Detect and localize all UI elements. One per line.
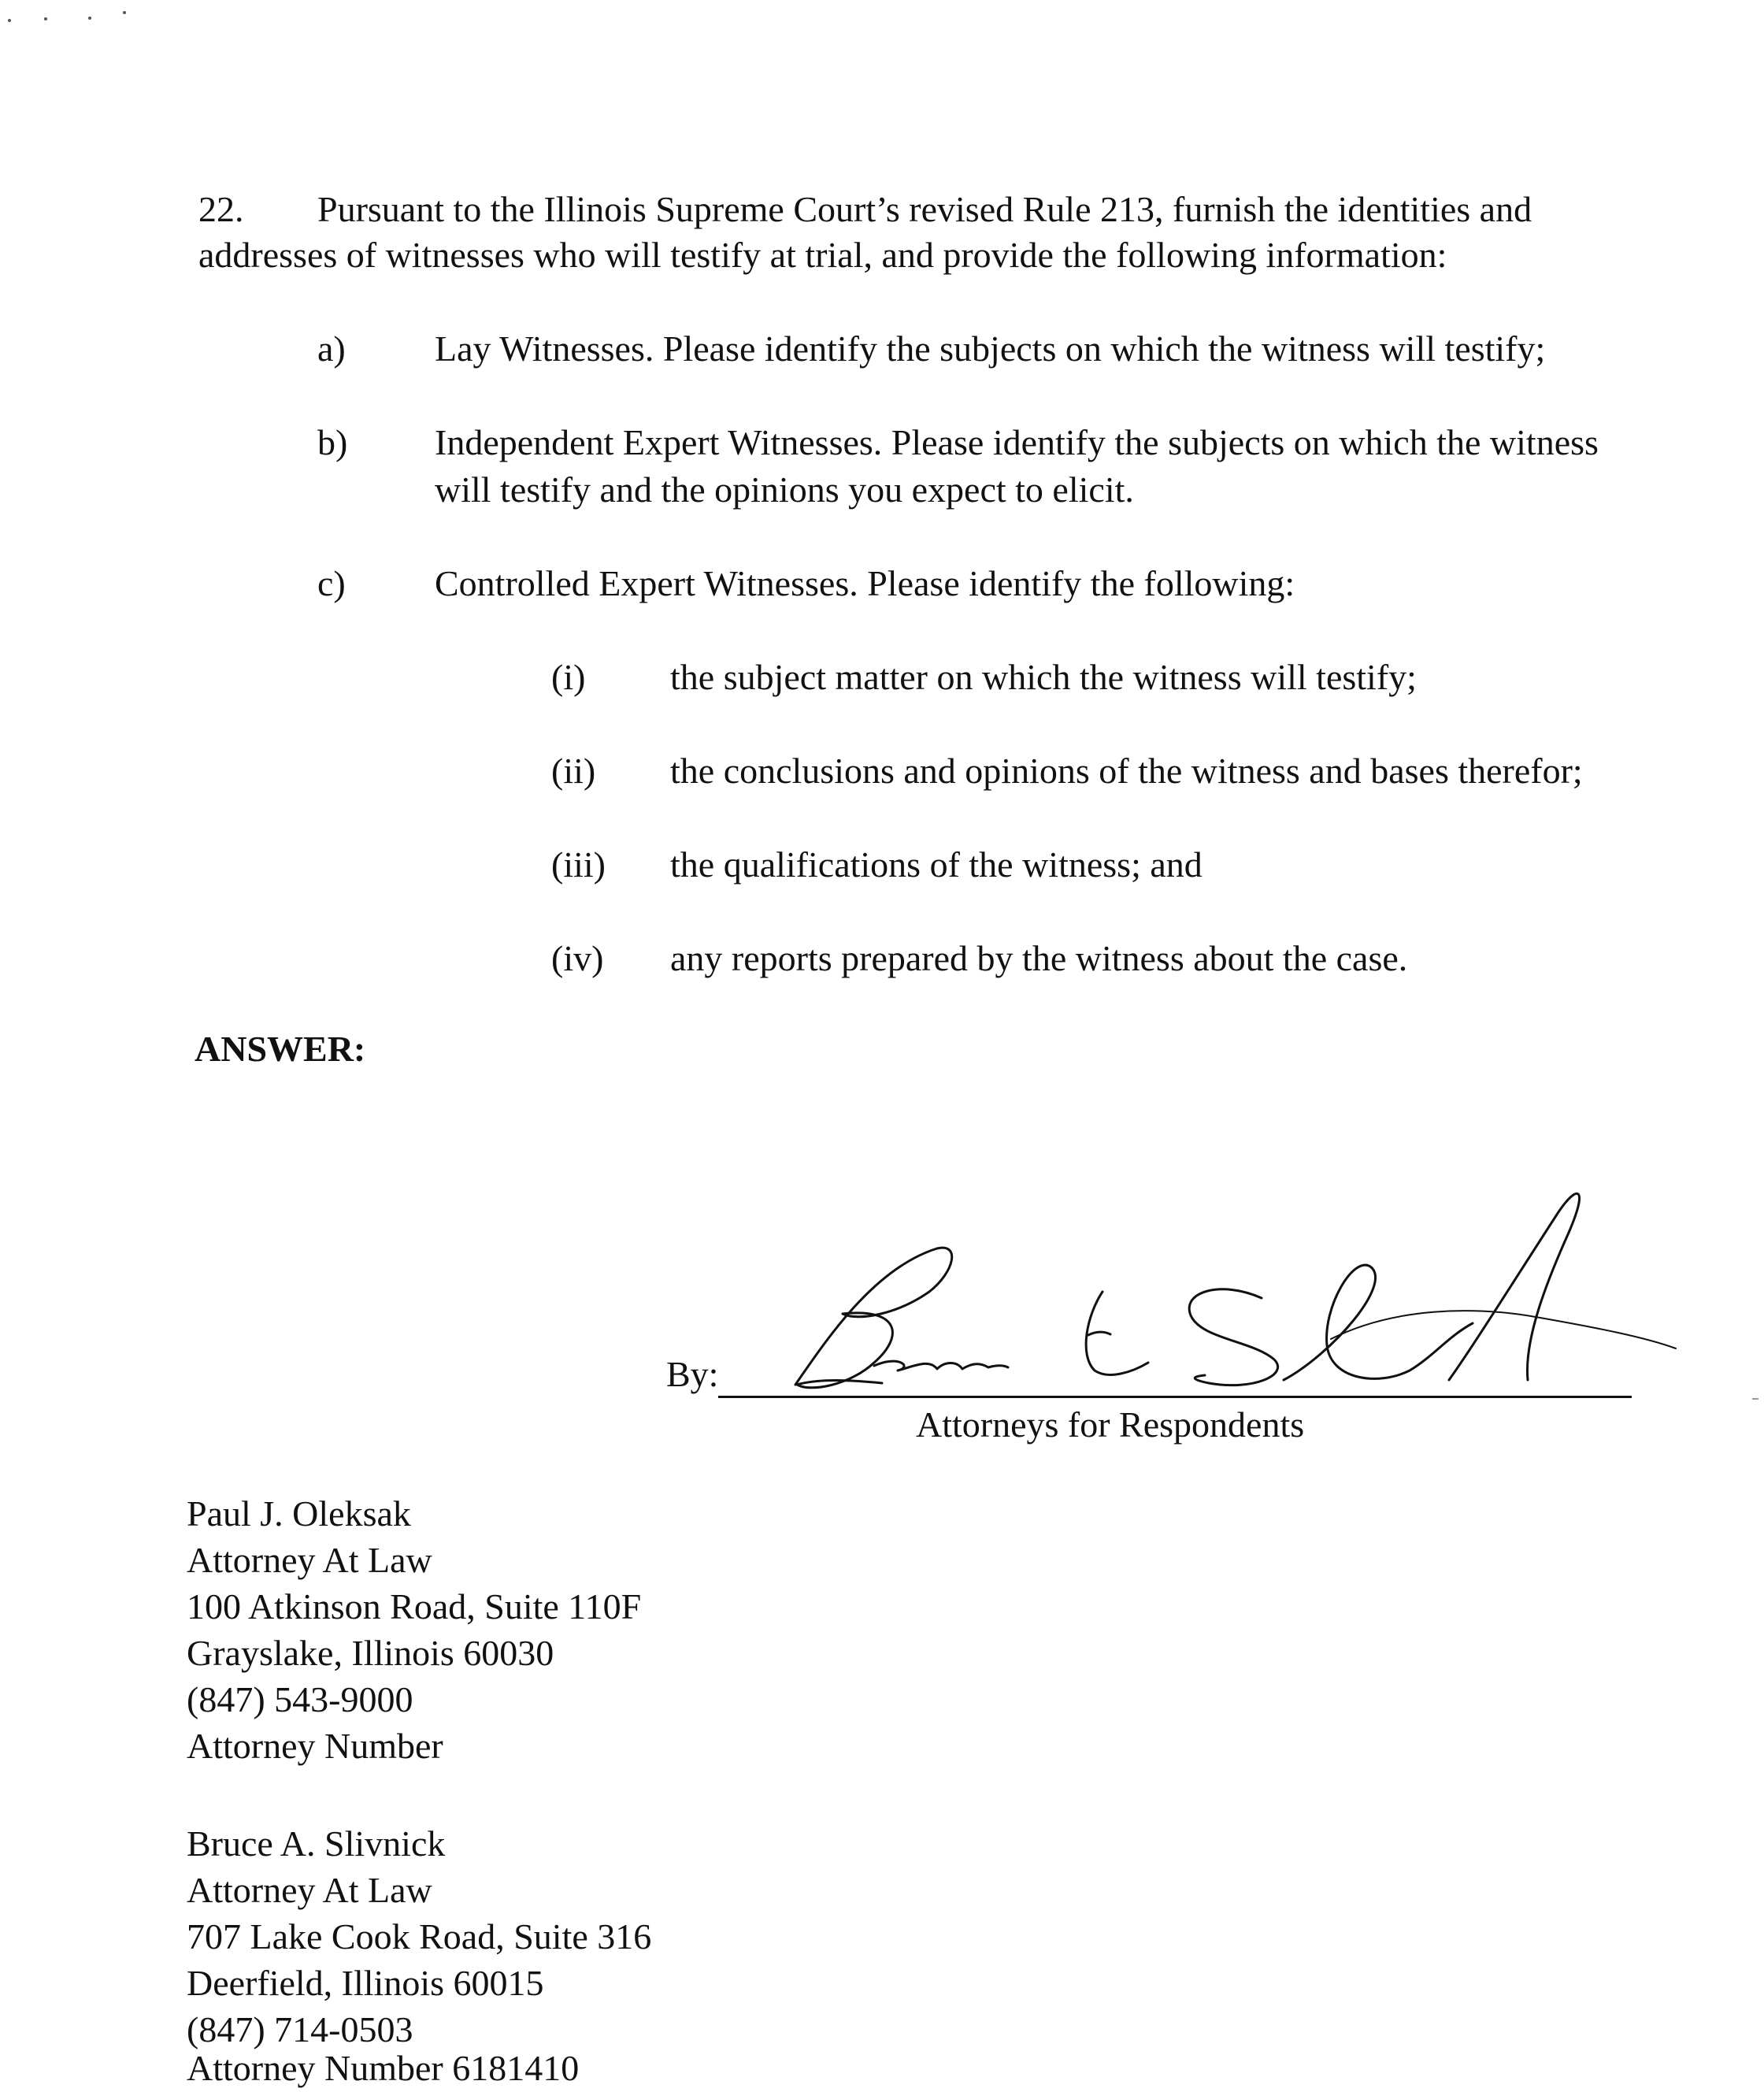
handwritten-signature <box>780 1174 1677 1410</box>
item-a-marker: a) <box>317 328 346 369</box>
subitem-i-marker: (i) <box>551 657 586 697</box>
item-b-text-line-1: Independent Expert Witnesses. Please identify the subjects on which the witness <box>435 422 1599 462</box>
attorney-2-phone: (847) 714-0503 <box>187 2009 413 2049</box>
signature-by-label: By: <box>666 1354 719 1394</box>
item-c-marker: c) <box>317 563 346 603</box>
attorney-2-address-2: Deerfield, Illinois 60015 <box>187 1963 544 2003</box>
signature-line <box>718 1396 1632 1398</box>
question-line-1: Pursuant to the Illinois Supreme Court’s revised Rule 213, furnish the identities and <box>317 189 1532 229</box>
attorney-1-address-1: 100 Atkinson Road, Suite 110F <box>187 1586 642 1626</box>
subitem-iii-text: the qualifications of the witness; and <box>670 844 1203 885</box>
subitem-i-text: the subject matter on which the witness will testify; <box>670 657 1417 697</box>
attorney-1-phone: (847) 543-9000 <box>187 1679 413 1719</box>
edge-mark <box>1752 1398 1758 1400</box>
attorney-2-title: Attorney At Law <box>187 1870 432 1910</box>
item-a-text: Lay Witnesses. Please identify the subjects on which the witness will testify; <box>435 328 1546 369</box>
attorney-1-title: Attorney At Law <box>187 1540 432 1580</box>
attorney-2-number: Attorney Number 6181410 <box>187 2048 580 2088</box>
answer-label: ANSWER: <box>195 1029 366 1069</box>
attorney-2-name: Bruce A. Slivnick <box>187 1823 446 1864</box>
scan-specks <box>6 8 132 32</box>
subitem-iv-text: any reports prepared by the witness about the case. <box>670 938 1408 978</box>
subitem-iii-marker: (iii) <box>551 844 606 885</box>
attorney-1-number: Attorney Number <box>187 1726 443 1766</box>
signature-caption: Attorneys for Respondents <box>916 1404 1305 1445</box>
attorney-1-address-2: Grayslake, Illinois 60030 <box>187 1633 554 1673</box>
item-c-text: Controlled Expert Witnesses. Please identify the following: <box>435 563 1295 603</box>
subitem-ii-marker: (ii) <box>551 751 596 791</box>
question-number: 22. <box>198 189 244 229</box>
attorney-2-address-1: 707 Lake Cook Road, Suite 316 <box>187 1916 652 1957</box>
subitem-ii-text: the conclusions and opinions of the witness and bases therefor; <box>670 751 1583 791</box>
question-line-2: addresses of witnesses who will testify at trial, and provide the following information: <box>198 235 1447 275</box>
subitem-iv-marker: (iv) <box>551 938 604 978</box>
item-b-text-line-2: will testify and the opinions you expect to elicit. <box>435 469 1134 510</box>
attorney-1-name: Paul J. Oleksak <box>187 1493 411 1534</box>
item-b-marker: b) <box>317 422 348 462</box>
